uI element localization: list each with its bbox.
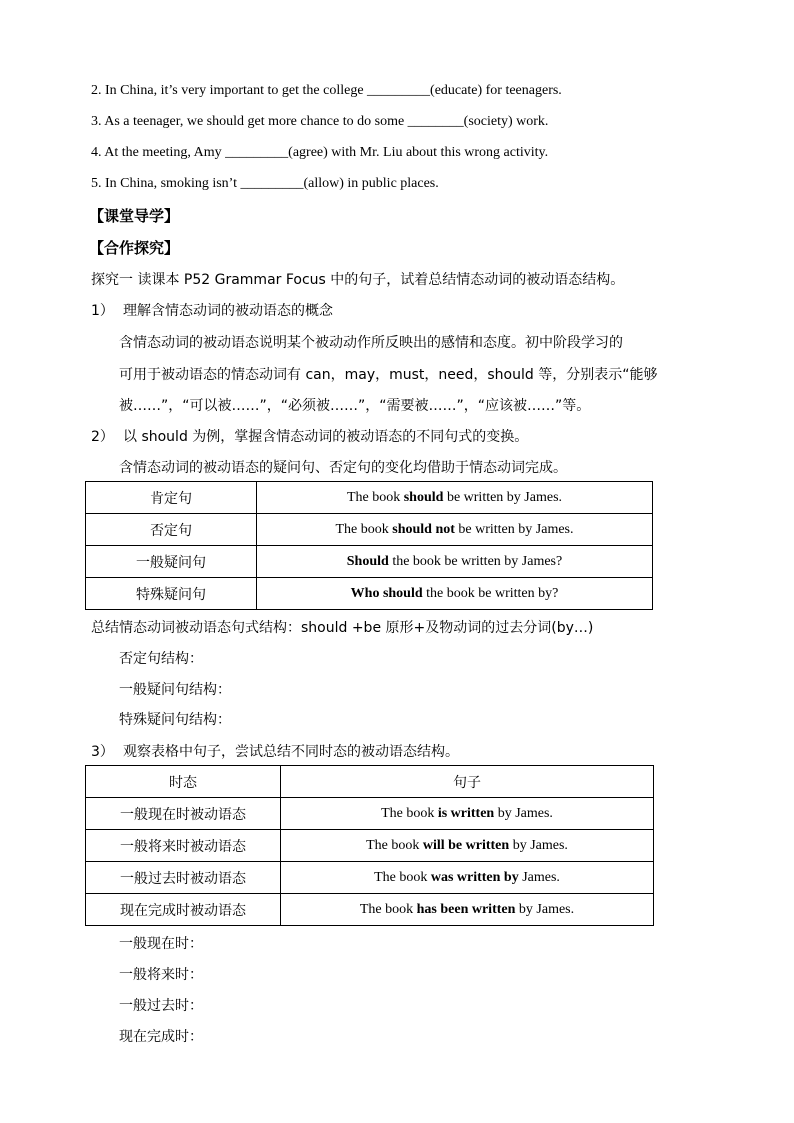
point1-body-line: 可用于被动语态的情态动词有 can，may，must，need，should 等，分别表示“能够 — [119, 367, 658, 383]
prompt-negative: 否定句结构： — [119, 651, 203, 667]
tense-table — [85, 765, 654, 926]
should-forms-table — [85, 481, 653, 610]
column-header-tense: 时态 — [86, 766, 281, 798]
table-row — [86, 798, 654, 830]
tense-name: 现在完成时被动语态 — [86, 894, 281, 926]
example-sentence: The book has been written by James. — [281, 894, 654, 926]
prompt-simple-present: 一般现在时： — [119, 936, 203, 952]
point2-title: 以 should 为例，掌握含情态动词的被动语态的不同句式的变换。 — [123, 429, 529, 445]
sentence-type: 特殊疑问句 — [86, 578, 257, 610]
exercise-2: 2. In China, it’s very important to get the college _________(educate) for teenagers. — [91, 83, 562, 98]
table-row — [86, 862, 654, 894]
structure-summary: 总结情态动词被动语态句式结构：should +be 原形+及物动词的过去分词(by…) — [91, 620, 594, 636]
table-row — [86, 546, 653, 578]
column-header-sentence: 句子 — [281, 766, 654, 798]
example-sentence: The book was written by James. — [281, 862, 654, 894]
point1-number: 1） — [91, 303, 114, 319]
section-heading-cooperate: 【合作探究】 — [89, 239, 180, 257]
example-sentence: The book is written by James. — [281, 798, 654, 830]
point3-number: 3） — [91, 744, 114, 760]
table-row — [86, 830, 654, 862]
tense-name: 一般现在时被动语态 — [86, 798, 281, 830]
example-sentence: Who should the book be written by? — [257, 578, 653, 610]
table-header-row — [86, 766, 654, 798]
point1-title: 理解含情态动词的被动语态的概念 — [123, 303, 333, 319]
example-sentence: The book should be written by James. — [257, 482, 653, 514]
sentence-type: 一般疑问句 — [86, 546, 257, 578]
point2-number: 2） — [91, 429, 114, 445]
sentence-type: 否定句 — [86, 514, 257, 546]
section-heading-classroom: 【课堂导学】 — [89, 207, 180, 225]
prompt-yes-no-question: 一般疑问句结构： — [119, 682, 231, 698]
table-row — [86, 578, 653, 610]
prompt-simple-past: 一般过去时： — [119, 998, 203, 1014]
point2-note: 含情态动词的被动语态的疑问句、否定句的变化均借助于情态动词完成。 — [119, 460, 567, 476]
table-row — [86, 514, 653, 546]
tense-name: 一般过去时被动语态 — [86, 862, 281, 894]
prompt-present-perfect: 现在完成时： — [119, 1029, 203, 1045]
table-row — [86, 482, 653, 514]
example-sentence: The book will be written by James. — [281, 830, 654, 862]
point1-body-line: 含情态动词的被动语态说明某个被动动作所反映出的感情和态度。初中阶段学习的 — [119, 335, 623, 351]
point1-body-line: 被……”，“可以被……”，“必须被……”，“需要被……”，“应该被……”等。 — [119, 398, 591, 414]
example-sentence: Should the book be written by James? — [257, 546, 653, 578]
example-sentence: The book should not be written by James. — [257, 514, 653, 546]
exercise-4: 4. At the meeting, Amy _________(agree) with Mr. Liu about this wrong activity. — [91, 145, 549, 160]
exercise-5: 5. In China, smoking isn’t _________(allow) in public places. — [91, 176, 439, 191]
table-row — [86, 894, 654, 926]
tense-name: 一般将来时被动语态 — [86, 830, 281, 862]
explore-intro: 探究一 读课本 P52 Grammar Focus 中的句子，试着总结情态动词的被动语态结构。 — [91, 272, 625, 288]
point3-title: 观察表格中句子，尝试总结不同时态的被动语态结构。 — [123, 744, 459, 760]
prompt-simple-future: 一般将来时： — [119, 967, 203, 983]
sentence-type: 肯定句 — [86, 482, 257, 514]
prompt-wh-question: 特殊疑问句结构： — [119, 712, 231, 728]
exercise-3: 3. As a teenager, we should get more chance to do some ________(society) work. — [91, 114, 549, 129]
